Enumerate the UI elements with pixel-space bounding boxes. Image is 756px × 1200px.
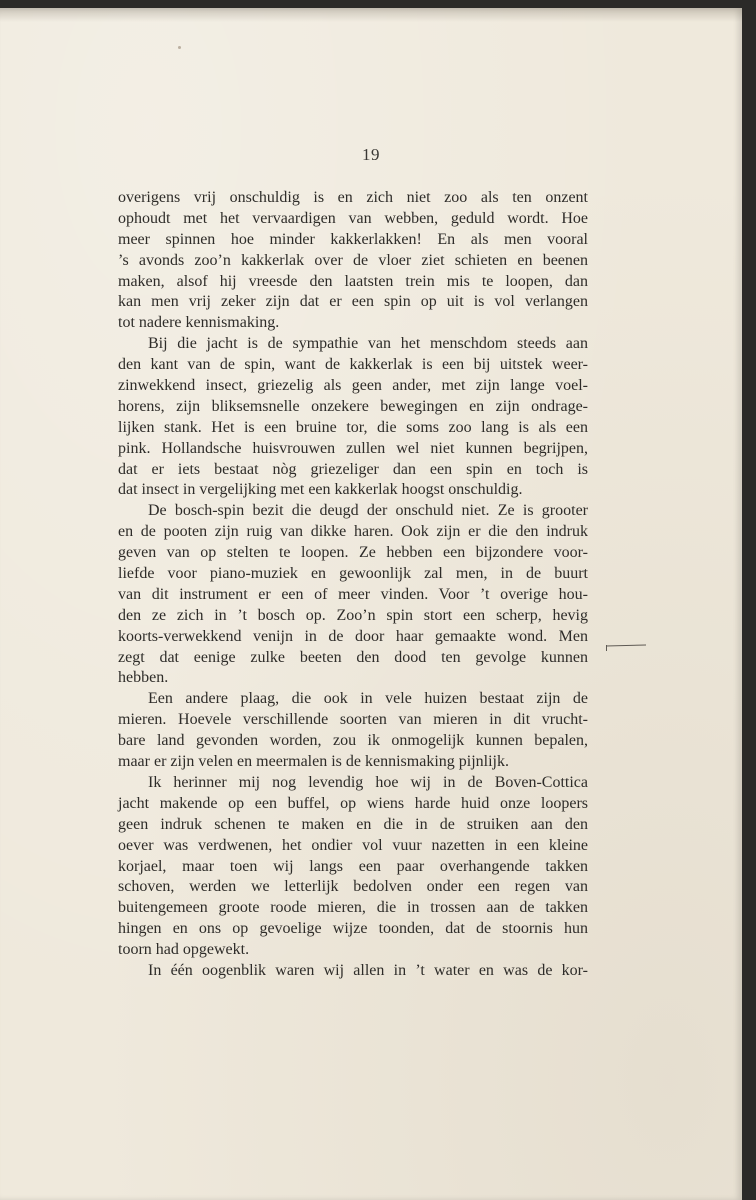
text-line: In één oogenblik waren wij allen in ’t water en was de kor- xyxy=(148,961,588,979)
text-line: hebben. xyxy=(118,669,169,687)
text-line: De bosch-spin bezit die deugd der onschuld niet. Ze is grooter xyxy=(148,502,588,520)
text-line: tot nadere kennismaking. xyxy=(118,314,280,332)
text-line: mieren. Hoevele verschillende soorten van mieren in dit vrucht- xyxy=(118,711,588,729)
text-line: zinwekkend insect, griezelig als geen ander, met zijn lange voel- xyxy=(118,377,588,395)
margin-pencil-mark xyxy=(606,644,646,646)
text-line: den kant van de spin, want de kakkerlak is een bij uitstek weer- xyxy=(118,356,588,374)
text-line: horens, zijn bliksemsnelle onzekere bewegingen en zijn ondrage- xyxy=(118,397,588,415)
text-line: kan men vrij zeker zijn dat er een spin op uit is vol verlangen xyxy=(118,293,588,311)
text-line: buitengemeen groote roode mieren, die in trossen aan de takken xyxy=(118,899,588,917)
text-line: geen indruk schenen te maken en die in de struiken aan den xyxy=(118,815,588,833)
page-top-edge xyxy=(0,8,742,22)
text-line: ophoudt met het vervaardigen van webben, geduld wordt. Hoe xyxy=(118,209,588,227)
text-line: jacht makende op een buffel, op wiens harde huid onze loopers xyxy=(118,794,588,812)
text-line: korjael, maar toen wij langs een paar overhangende takken xyxy=(118,857,588,875)
text-line: van dit instrument er een of meer vinden. Voor ’t overige hou- xyxy=(118,585,588,603)
text-line: overigens vrij onschuldig is en zich niet zoo als ten onzent xyxy=(118,189,588,206)
margin-pencil-tick xyxy=(606,645,607,651)
text-line: maken, alsof hij vreesde den laatsten trein mis te loopen, dan xyxy=(118,272,588,290)
text-line: en de pooten zijn ruig van dikke haren. Ook zijn er die den indruk xyxy=(118,523,588,541)
text-line: hingen en ons op gevoelige wijze toonden, dat de stoornis hun xyxy=(118,920,588,938)
text-line: koorts-verwekkend venijn in de door haar gemaakte wond. Men xyxy=(118,627,588,645)
text-line: maar er zijn velen en meermalen is de kennismaking pijnlijk. xyxy=(118,753,509,771)
text-line: Bij die jacht is de sympathie van het menschdom steeds aan xyxy=(148,335,588,353)
text-line: Ik herinner mij nog levendig hoe wij in de Boven-Cottica xyxy=(148,773,588,791)
paper-speck xyxy=(178,46,181,49)
text-line: dat er iets bestaat nòg griezeliger dan een spin en toch is xyxy=(118,460,588,478)
text-line: Een andere plaag, die ook in vele huizen bestaat zijn de xyxy=(148,690,588,708)
text-line: toorn had opgewekt. xyxy=(118,941,250,959)
book-page xyxy=(0,8,742,1200)
text-line: dat insect in vergelijking met een kakkerlak hoogst onschuldig. xyxy=(118,481,523,499)
text-line: geven van op stelten te loopen. Ze hebben een bijzondere voor- xyxy=(118,544,588,562)
text-line: schoven, werden we letterlijk bedolven onder een regen van xyxy=(118,878,588,896)
text-line: liefde voor piano-muziek en gewoonlijk zal men, in de buurt xyxy=(118,565,588,583)
text-line: meer spinnen hoe minder kakkerlakken! En als men vooral xyxy=(118,230,588,248)
text-line: lijken stank. Het is een bruine tor, die soms zoo lang is als een xyxy=(118,418,588,436)
body-text xyxy=(118,188,588,982)
text-line: oever was verdwenen, het ondier vol vuur nazetten in een kleine xyxy=(118,836,588,854)
text-line: den ze zich in ’t bosch op. Zoo’n spin stort een scherp, hevig xyxy=(118,606,588,624)
text-line: ’s avonds zoo’n kakkerlak over de vloer ziet schieten en beenen xyxy=(118,251,588,269)
page-number: 19 xyxy=(362,145,380,164)
text-line: zegt dat eenige zulke beeten den dood ten gevolge kunnen xyxy=(118,648,588,666)
text-line: pink. Hollandsche huisvrouwen zullen wel niet kunnen begrijpen, xyxy=(118,439,588,457)
text-line: bare land gevonden worden, zou ik onmogelijk kunnen bepalen, xyxy=(118,732,588,750)
